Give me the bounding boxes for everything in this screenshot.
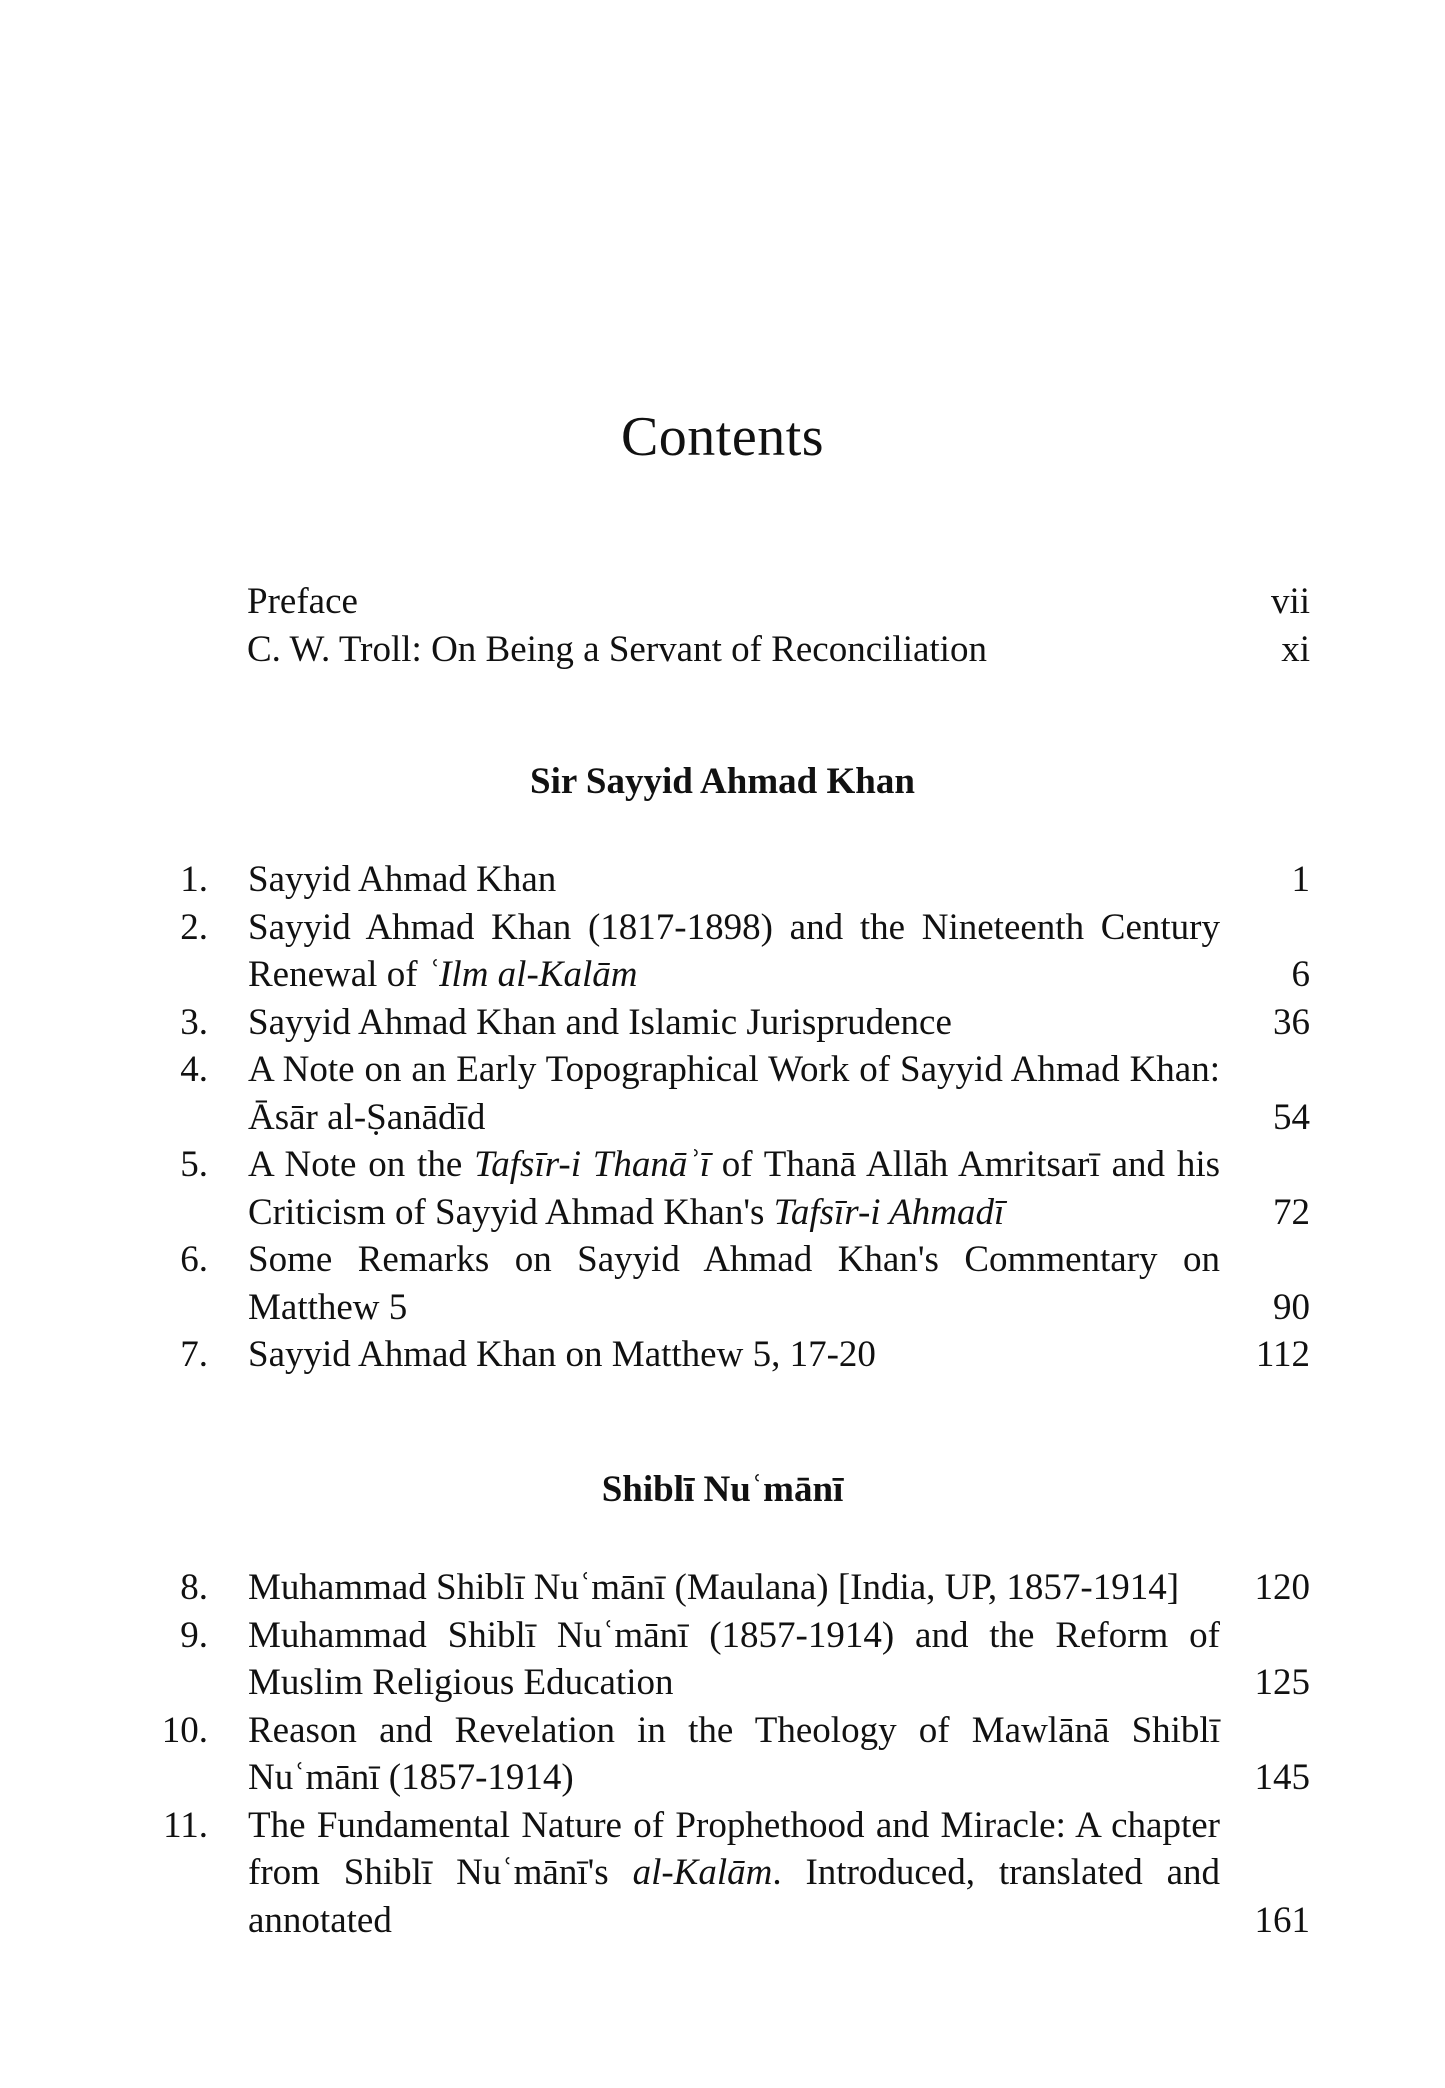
entry-title: A Note on an Early Topographical Work of Sayyid Ahmad Khan: Āsār al-Ṣanādīd: [248, 1049, 1220, 1138]
section-entries: [160, 1564, 1310, 1944]
entry-number: 7.: [180, 1334, 208, 1375]
entry-title: A Note on the Tafsīr-i Thanāʾī of Thanā Allāh Amritsarī and his Criticism of Sayyid Ahmad Khan's Tafsīr-i Ahmadī: [248, 1144, 1221, 1233]
front-matter-item: [247, 578, 1310, 626]
toc-entry: [160, 1564, 1310, 1612]
page-number: 161: [1254, 1899, 1310, 1941]
toc-entry: [160, 1612, 1310, 1707]
page-number: 72: [1273, 1191, 1310, 1233]
entry-title: Muhammad Shiblī Nuʿmānī (Maulana) [India, UP, 1857-1914]: [248, 1567, 1180, 1608]
entry-title: Sayyid Ahmad Khan (1817-1898) and the Nineteenth Century Renewal of ʿIlm al-Kalām: [248, 906, 1220, 995]
entry-title: Muhammad Shiblī Nuʿmānī (1857-1914) and the Reform of Muslim Religious Education: [248, 1614, 1220, 1703]
entry-number: 3.: [180, 1001, 208, 1043]
toc-entry: [160, 856, 1310, 904]
entry-title: Reason and Revelation in the Theology of Mawlānā Shiblī Nuʿmānī (1857-1914): [248, 1709, 1220, 1798]
toc-entry: [160, 1802, 1310, 1945]
toc-entry: [160, 1707, 1310, 1802]
toc-entry: [160, 1046, 1310, 1141]
entry-number: 6.: [180, 1239, 208, 1280]
entry-number: 1.: [180, 859, 208, 900]
toc-entry: [160, 904, 1310, 999]
front-matter-item: [247, 626, 1310, 674]
entry-title: Some Remarks on Sayyid Ahmad Khan's Commentary on Matthew 5: [248, 1239, 1220, 1328]
page-title: Contents: [620, 406, 825, 468]
page-number: 6: [1291, 954, 1310, 995]
entry-number: 5.: [180, 1144, 208, 1185]
entry-number: 10.: [161, 1709, 208, 1751]
front-matter-title: Preface: [247, 581, 358, 622]
entry-number: 2.: [180, 906, 208, 948]
toc-entry: [160, 1141, 1310, 1236]
entry-number: 8.: [180, 1567, 208, 1608]
toc-entry: [160, 1236, 1310, 1331]
page-number: 54: [1273, 1096, 1310, 1138]
page-number: 125: [1254, 1662, 1310, 1703]
page-number: 145: [1254, 1757, 1310, 1798]
page-number: 36: [1273, 1001, 1310, 1043]
toc-entry: [160, 999, 1310, 1047]
entry-number: 11.: [163, 1804, 208, 1846]
entry-title: The Fundamental Nature of Prophethood and Miracle: A chapter from Shiblī Nuʿmānī's al-Kalām. Introduced, translated and annotated: [248, 1804, 1220, 1941]
section-heading: Shiblī Nuʿmānī: [601, 1469, 844, 1510]
entry-number: 4.: [180, 1049, 208, 1090]
front-matter-list: [247, 578, 1310, 674]
section-heading: Sir Sayyid Ahmad Khan: [530, 761, 915, 802]
entry-title: Sayyid Ahmad Khan on Matthew 5, 17-20: [248, 1334, 876, 1375]
page-number: 1: [1291, 859, 1310, 900]
page-number: 120: [1254, 1567, 1310, 1608]
front-matter-title: C. W. Troll: On Being a Servant of Reconciliation: [247, 629, 987, 670]
page-number: 90: [1273, 1286, 1310, 1328]
entry-number: 9.: [180, 1614, 208, 1656]
entry-title: Sayyid Ahmad Khan and Islamic Jurisprudence: [248, 1001, 952, 1043]
entry-title: Sayyid Ahmad Khan: [248, 859, 557, 900]
page-number: vii: [1270, 581, 1310, 622]
page-number: xi: [1281, 629, 1310, 670]
toc-entry: [160, 1331, 1310, 1379]
section-entries: [160, 856, 1310, 1379]
page-number: 112: [1255, 1334, 1310, 1375]
